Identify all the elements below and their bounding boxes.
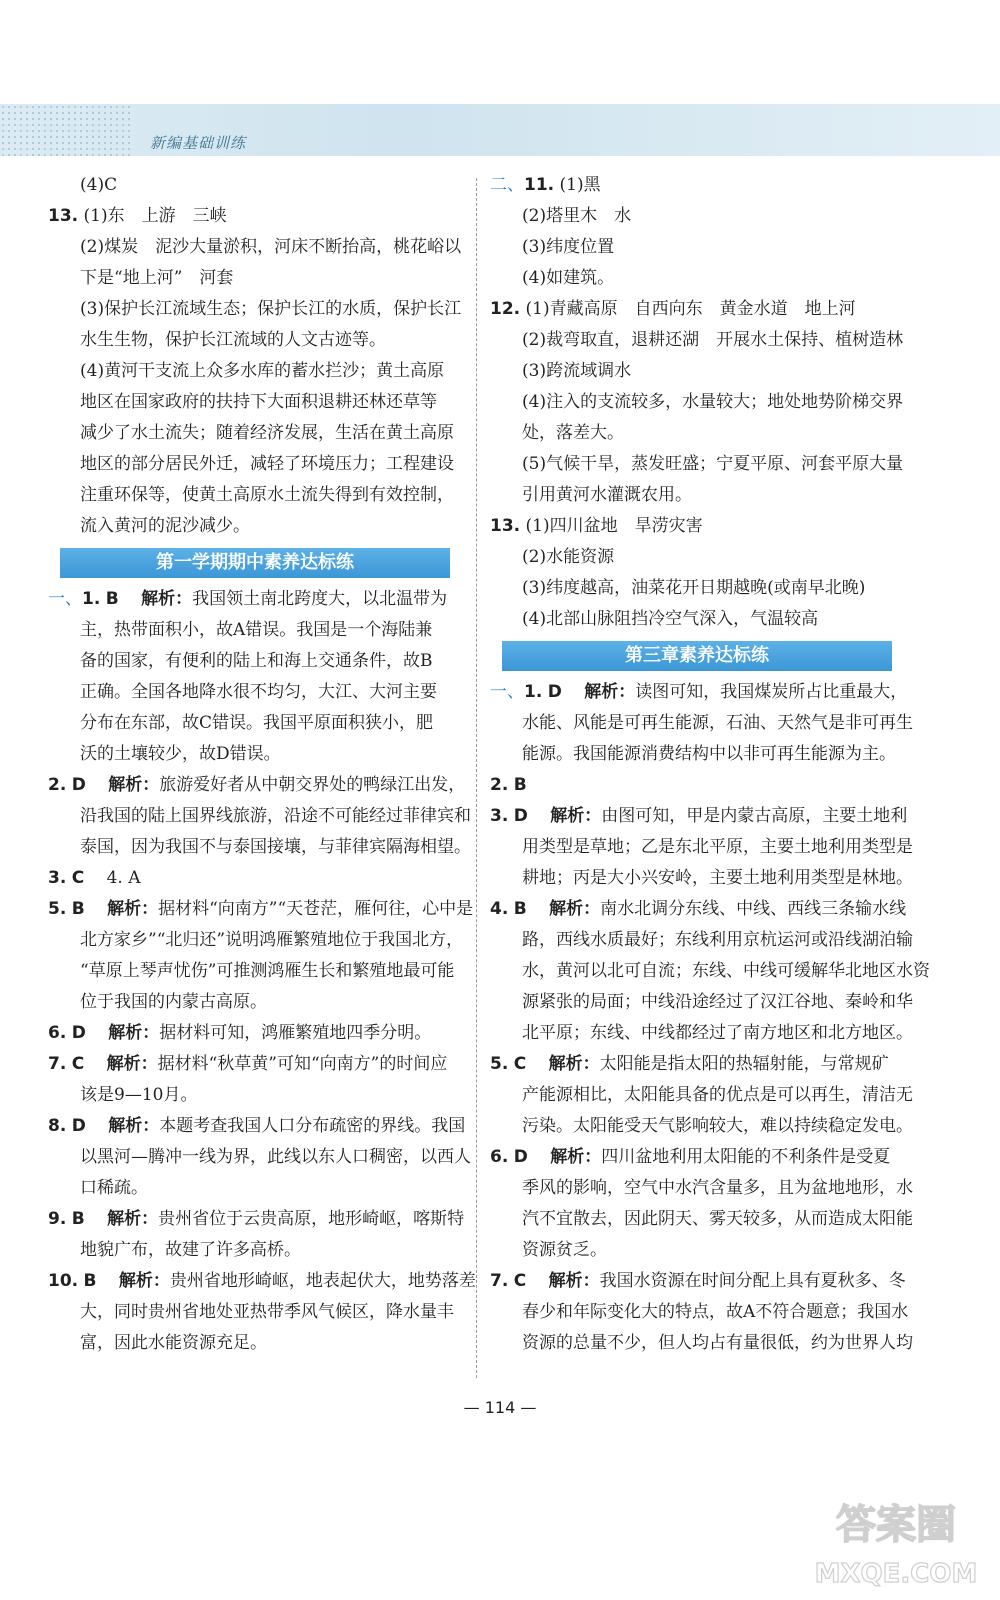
answer-text: 水生生物，保护长江流域的人文古迹等。 — [80, 330, 386, 350]
answer-text: 南水北调分东线、中线、西线三条输水线 — [600, 899, 907, 919]
question-number: 6. — [48, 1023, 67, 1043]
answer-line — [48, 1018, 468, 1049]
answer-line — [490, 1204, 913, 1235]
answer-text: 沃的土壤较少，故D错误。 — [80, 744, 281, 764]
answer-line — [48, 1328, 468, 1359]
answer-line — [48, 201, 468, 232]
answer-line — [490, 387, 910, 418]
answer-text: (1)黑 — [559, 175, 601, 195]
analysis-label: 解析： — [141, 589, 193, 609]
answer-text: (1)东 上游 三峡 — [83, 206, 227, 226]
answer-line — [490, 573, 910, 604]
question-number: 2. — [48, 775, 67, 795]
answer-letter: B — [83, 1271, 97, 1291]
answer-letter: D — [71, 1116, 86, 1136]
answer-line — [48, 832, 471, 863]
answer-line — [48, 1235, 468, 1266]
answer-text: 由图可知，甲是内蒙古高原，主要土地利 — [601, 806, 908, 826]
answer-text: (4)黄河干支流上众多水库的蓄水拦沙；黄土高原 — [80, 361, 445, 381]
answer-line — [48, 449, 468, 480]
answer-line — [490, 232, 910, 263]
answer-line — [490, 511, 910, 542]
answer-text: 能源。我国能源消费结构中以非可再生能源为主。 — [522, 744, 896, 764]
answer-text: 贵州省位于云贵高原，地形崎岖，喀斯特 — [158, 1209, 465, 1229]
answer-text: 引用黄河水灌溉农用。 — [522, 485, 692, 505]
left-column — [48, 170, 476, 1359]
answer-text: 流入黄河的泥沙减少。 — [80, 516, 250, 536]
answer-line — [490, 201, 910, 232]
answer-text: 四川盆地利用太阳能的不利条件是受夏 — [601, 1147, 891, 1167]
analysis-label: 解析： — [108, 1023, 160, 1043]
answer-text: 主，热带面积小，故A错误。我国是一个海陆兼 — [80, 620, 433, 640]
answer-text: 地貌广布，故建了许多高桥。 — [80, 1240, 301, 1260]
answer-text: 以黑河—腾冲一线为界，此线以东人口稠密，以西人 — [80, 1147, 471, 1167]
answer-letter: D — [71, 1023, 86, 1043]
question-number: 2. — [490, 775, 509, 795]
answer-line — [490, 542, 910, 573]
answer-line — [490, 1328, 913, 1359]
answer-line — [490, 1049, 910, 1080]
answer-text: (4)北部山脉阻挡冷空气深入，气温较高 — [522, 609, 819, 629]
answer-line — [490, 925, 913, 956]
answer-text: (2)水能资源 — [522, 547, 615, 567]
answer-text: 该是9—10月。 — [80, 1085, 198, 1105]
banner-dot-pattern — [0, 104, 130, 156]
watermark-text-bottom: MXQE.COM — [814, 1559, 978, 1589]
answer-line — [48, 863, 468, 894]
answer-text: 汽不宜散去，因此阴天、雾天较多，从而造成太阳能 — [522, 1209, 913, 1229]
analysis-label: 解析： — [108, 1116, 160, 1136]
answer-text: (5)气候干旱，蒸发旺盛；宁夏平原、河套平原大量 — [522, 454, 904, 474]
question-number: 13. — [490, 516, 521, 536]
answer-text: 北平原；东线、中线都经过了南方地区和北方地区。 — [522, 1023, 913, 1043]
answer-text: 分布在东部，故C错误。我国平原面积狭小，肥 — [80, 713, 434, 733]
answer-line — [490, 480, 910, 511]
analysis-label: 解析： — [118, 1271, 170, 1291]
question-number: 4. — [490, 899, 509, 919]
answer-text: (4)注入的支流较多，水量较大；地处地势阶梯交界 — [522, 392, 904, 412]
answer-letter: C — [71, 1054, 85, 1074]
question-number: 5. — [48, 899, 67, 919]
answer-line — [490, 325, 910, 356]
answer-line — [48, 1297, 468, 1328]
answer-text: 水，黄河以北可自流；东线、中线可缓解华北地区水资 — [522, 961, 930, 981]
answer-line — [48, 356, 468, 387]
answer-line — [490, 1142, 910, 1173]
analysis-label: 解析： — [548, 1054, 600, 1074]
answer-line — [490, 1080, 913, 1111]
answer-text: (3)纬度位置 — [522, 237, 615, 257]
answer-text: 处，落差大。 — [522, 423, 624, 443]
answer-letter: B — [513, 775, 527, 795]
question-number: 8. — [48, 1116, 67, 1136]
answer-text: (2)塔里木 水 — [522, 206, 632, 226]
question-number: 6. — [490, 1147, 509, 1167]
answer-line — [48, 770, 468, 801]
answer-text: 资源的总量不少，但人均占有量很低，约为世界人均 — [522, 1333, 913, 1353]
answer-line — [48, 1266, 476, 1297]
answer-line — [48, 263, 468, 294]
answer-line — [48, 708, 468, 739]
answer-line — [490, 832, 913, 863]
answer-line — [48, 801, 471, 832]
question-number: 7. — [48, 1054, 67, 1074]
answer-text: 路，西线水质最好；东线利用京杭运河或沿线湖泊输 — [522, 930, 913, 950]
answer-letter: C — [513, 1271, 527, 1291]
answer-line — [490, 739, 910, 770]
answer-text: 备的国家，有便利的陆上和海上交通条件，故B — [80, 651, 433, 671]
answer-line — [48, 387, 468, 418]
question-number: 12. — [490, 299, 521, 319]
right-column — [490, 170, 930, 1359]
answer-line — [48, 511, 468, 542]
answer-text: 太阳能是指太阳的热辐射能，与常规矿 — [599, 1054, 889, 1074]
answer-text: “草原上琴声忧伤”可推测鸿雁生长和繁殖地最可能 — [80, 961, 455, 981]
answer-text: 据材料“向南方”“天苍茫，雁何往，心中是 — [158, 899, 474, 919]
answer-line — [48, 894, 474, 925]
answer-line — [490, 677, 910, 708]
answer-text: 地区在国家政府的扶持下大面积退耕还林还草等 — [80, 392, 437, 412]
answer-text: 春少和年际变化大的特点，故A不符合题意；我国水 — [522, 1302, 909, 1322]
answer-text: 污染。太阳能受天气影响较大，难以持续稳定发电。 — [522, 1116, 913, 1136]
analysis-label: 解析： — [548, 1271, 600, 1291]
answer-text: (2)煤炭 泥沙大量淤积，河床不断抬高，桃花峪以 — [80, 237, 462, 257]
answer-line — [48, 739, 468, 770]
answer-line — [48, 987, 468, 1018]
answer-line — [48, 1080, 468, 1111]
question-number: 3. — [490, 806, 509, 826]
analysis-label: 解析： — [107, 1209, 159, 1229]
answer-line — [490, 1173, 913, 1204]
answer-line — [48, 1049, 468, 1080]
answer-letter: D — [71, 775, 86, 795]
answer-text: 季风的影响，空气中水汽含量多，且为盆地地形，水 — [522, 1178, 913, 1198]
answer-line — [48, 615, 468, 646]
answer-text: 减少了水土流失；随着经济发展，生活在黄土高原 — [80, 423, 454, 443]
answer-line — [490, 170, 910, 201]
answer-letter: B — [105, 589, 119, 609]
banner-title: 新编基础训练 — [150, 134, 247, 152]
answer-text: 本题考查我国人口分布疏密的界线。我国 — [159, 1116, 466, 1136]
answer-line — [490, 418, 910, 449]
answer-line — [490, 863, 913, 894]
answer-letter: D — [513, 806, 528, 826]
answer-text: 泰国，因为我国不与泰国接壤，与菲律宾隔海相望。 — [80, 837, 471, 857]
answer-letter: B — [71, 899, 85, 919]
answer-text: 贵州省地形崎岖，地表起伏大，地势落差 — [169, 1271, 476, 1291]
answer-line — [48, 1204, 468, 1235]
section-marker: 二、 — [490, 175, 524, 195]
answer-text: 下是“地上河” 河套 — [80, 268, 234, 288]
header-banner — [0, 104, 1000, 156]
answer-text: 位于我国的内蒙古高原。 — [80, 992, 267, 1012]
answer-text: 旅游爱好者从中朝交界处的鸭绿江出发， — [159, 775, 466, 795]
answer-line — [490, 708, 913, 739]
analysis-label: 解析： — [550, 1147, 602, 1167]
answer-text: (1)青藏高原 自西向东 黄金水道 地上河 — [525, 299, 856, 319]
answer-line — [48, 956, 468, 987]
answer-text: 产能源相比，太阳能具备的优点是可以再生，清洁无 — [522, 1085, 913, 1105]
watermark-logo — [806, 1490, 986, 1590]
answer-line — [48, 418, 468, 449]
question-number: 3. — [48, 868, 67, 888]
answer-line — [490, 1018, 913, 1049]
answer-line — [48, 925, 468, 956]
analysis-label: 解析： — [107, 899, 159, 919]
answer-text: (4)C — [80, 175, 118, 195]
analysis-label: 解析： — [106, 1054, 158, 1074]
answer-line — [490, 987, 913, 1018]
answer-line — [490, 1235, 910, 1266]
answer-text: (1)四川盆地 旱涝灾害 — [525, 516, 703, 536]
answer-text: (2)裁弯取直，退耕还湖 开展水土保持、植树造林 — [522, 330, 904, 350]
answer-text: 沿我国的陆上国界线旅游，沿途不可能经过菲律宾和 — [80, 806, 471, 826]
answer-text: 我国水资源在时间分配上具有夏秋多、冬 — [599, 1271, 906, 1291]
question-number: 10. — [48, 1271, 79, 1291]
answer-line — [490, 894, 910, 925]
answer-line — [490, 1266, 910, 1297]
answer-line — [490, 449, 910, 480]
answer-text: 读图可知，我国煤炭所占比重最大， — [635, 682, 908, 702]
answer-text: (3)跨流域调水 — [522, 361, 632, 381]
answer-letter: C — [513, 1054, 527, 1074]
answer-line — [48, 480, 468, 511]
answer-text: 4. A — [89, 868, 141, 888]
answer-text: (3)纬度越高，油菜花开日期越晚(或南早北晚) — [522, 578, 866, 598]
analysis-label: 解析： — [550, 806, 602, 826]
question-number: 13. — [48, 206, 79, 226]
question-number: 7. — [490, 1271, 509, 1291]
answer-text: 注重环保等，使黄土高原水土流失得到有效控制， — [80, 485, 454, 505]
answer-line — [48, 232, 468, 263]
answer-line — [490, 294, 910, 325]
answer-text: 用类型是草地；乙是东北平原，主要土地利用类型是 — [522, 837, 913, 857]
answer-line — [490, 956, 930, 987]
answer-line — [48, 584, 468, 615]
analysis-label: 解析： — [549, 899, 601, 919]
answer-text: 资源贫乏。 — [522, 1240, 607, 1260]
answer-text: 正确。全国各地降水很不均匀，大江、大河主要 — [80, 682, 437, 702]
analysis-label: 解析： — [584, 682, 636, 702]
answer-text: 耕地；丙是大小兴安岭，主要土地利用类型是林地。 — [522, 868, 913, 888]
column-divider — [476, 178, 477, 1378]
answer-line — [48, 294, 468, 325]
answer-line — [48, 1142, 471, 1173]
page-number: — 114 — — [463, 1398, 537, 1417]
section-marker: 一、 — [48, 589, 82, 609]
answer-text: 口稀疏。 — [80, 1178, 148, 1198]
answer-line — [490, 1297, 910, 1328]
answer-text: (4)如建筑。 — [522, 268, 615, 288]
question-number: 9. — [48, 1209, 67, 1229]
answer-line — [48, 1111, 468, 1142]
answer-letter: D — [513, 1147, 528, 1167]
question-number: 1. — [524, 682, 543, 702]
question-number: 11. — [524, 175, 555, 195]
answer-line — [48, 170, 468, 201]
answer-text: 大，同时贵州省地处亚热带季风气候区，降水量丰 — [80, 1302, 454, 1322]
watermark-text-top: 答案圈 — [836, 1502, 956, 1548]
section-title-bar: 第一学期期中素养达标练 — [60, 548, 450, 578]
answer-line — [490, 801, 910, 832]
answer-text: 源紧张的局面；中线沿途经过了汉江谷地、秦岭和华 — [522, 992, 913, 1012]
answer-line — [490, 604, 910, 635]
answer-text: 北方家乡”“北归还”说明鸿雁繁殖地位于我国北方， — [80, 930, 464, 950]
answer-line — [48, 1173, 468, 1204]
answer-line — [48, 677, 468, 708]
section-title-bar: 第三章素养达标练 — [502, 641, 892, 671]
question-number: 1. — [82, 589, 101, 609]
answer-line — [48, 646, 468, 677]
answer-text: 富，因此水能资源充足。 — [80, 1333, 267, 1353]
answer-text: 水能、风能是可再生能源，石油、天然气是非可再生 — [522, 713, 913, 733]
answer-letter: B — [513, 899, 527, 919]
answer-text: 地区的部分居民外迁，减轻了环境压力；工程建设 — [80, 454, 454, 474]
section-marker: 一、 — [490, 682, 524, 702]
answer-line — [490, 263, 910, 294]
answer-letter: D — [547, 682, 562, 702]
answer-text: 据材料“秋草黄”可知“向南方”的时间应 — [157, 1054, 448, 1074]
answer-line — [490, 770, 910, 801]
answer-line — [490, 356, 910, 387]
answer-line — [48, 325, 468, 356]
answer-text: 我国领土南北跨度大，以北温带为 — [192, 589, 448, 609]
answer-text: (3)保护长江流域生态；保护长江的水质，保护长江 — [80, 299, 462, 319]
answer-text: 据材料可知，鸿雁繁殖地四季分明。 — [159, 1023, 432, 1043]
answer-line — [490, 1111, 913, 1142]
question-number: 5. — [490, 1054, 509, 1074]
answer-letter: C — [71, 868, 85, 888]
analysis-label: 解析： — [108, 775, 160, 795]
answer-letter: B — [71, 1209, 85, 1229]
